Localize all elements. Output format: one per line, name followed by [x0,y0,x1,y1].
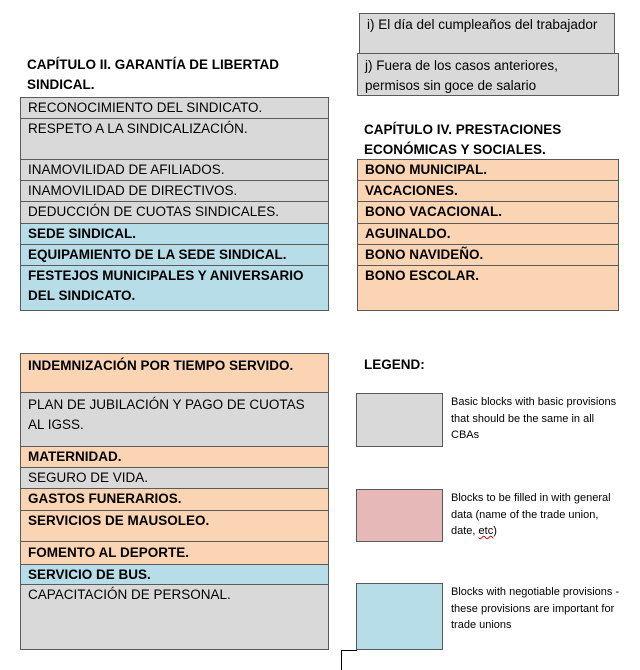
legend-title: LEGEND: [364,357,425,372]
item-mausoleo: SERVICIOS DE MAUSOLEO. [20,510,329,542]
legend-text-pink [451,490,621,540]
legend-text-blue: Blocks with negotiable provisions - these provisions are important for trade unions [451,586,620,631]
item-gastos-funerarios: GASTOS FUNERARIOS. [20,488,329,511]
item-bono-navideno: BONO NAVIDEÑO. [357,244,619,266]
item-maternidad: MATERNIDAD. [20,446,329,468]
permiso-sin-goce: j) Fuera de los casos anteriores, permisos sin goce de salario [357,53,619,96]
item-plan-jubilacion: PLAN DE JUBILACIÓN Y PAGO DE CUOTAS AL IGSS. [20,392,329,447]
chapter2-title: CAPÍTULO II. GARANTÍA DE LIBERTAD SINDICAL. [27,57,279,92]
item-bono-municipal: BONO MUNICIPAL. [357,159,619,181]
legend-text-grey: Basic blocks with basic provisions that should be the same in all CBAs [451,396,617,441]
item-indemnizacion: INDEMNIZACIÓN POR TIEMPO SERVIDO. [20,353,329,393]
item-vacaciones: VACACIONES. [357,180,619,202]
item-equipamiento-sede: EQUIPAMIENTO DE LA SEDE SINDICAL. [20,244,329,266]
legend-swatch-blue [356,583,443,650]
item-seguro-vida: SEGURO DE VIDA. [20,467,329,489]
item-inamovilidad-afiliados: INAMOVILIDAD DE AFILIADOS. [20,159,329,181]
chapter4-title: CAPÍTULO IV. PRESTACIONES ECONÓMICAS Y SOCIALES. [364,122,562,157]
item-servicio-bus: SERVICIO DE BUS. [20,564,329,585]
item-fomento-deporte: FOMENTO AL DEPORTE. [20,541,329,565]
legend-text-pink-end: ) [493,525,497,537]
item-capacitacion: CAPACITACIÓN DE PERSONAL. [20,584,329,650]
item-bono-escolar: BONO ESCOLAR. [357,265,619,311]
item-bono-vacacional: BONO VACACIONAL. [357,201,619,224]
item-reconocimiento: RECONOCIMIENTO DEL SINDICATO. [20,97,329,119]
item-festejos: FESTEJOS MUNICIPALES Y ANIVERSARIO DEL SINDICATO. [20,265,329,311]
legend-swatch-pink [356,489,443,542]
item-inamovilidad-directivos: INAMOVILIDAD DE DIRECTIVOS. [20,180,329,202]
partial-box-edge [341,650,357,670]
legend-text-pink-main: Blocks to be filled in with general data (name of the trade union, date, [451,492,611,537]
item-aguinaldo: AGUINALDO. [357,223,619,245]
permiso-cumpleanos: i) El día del cumpleaños del trabajador [359,13,615,54]
item-respeto-sindicalizacion: RESPETO A LA SINDICALIZACIÓN. [20,118,329,160]
item-deduccion-cuotas: DEDUCCIÓN DE CUOTAS SINDICALES. [20,201,329,224]
legend-text-pink-etc: etc [478,525,494,537]
legend-swatch-grey [356,393,443,447]
item-sede-sindical: SEDE SINDICAL. [20,223,329,245]
